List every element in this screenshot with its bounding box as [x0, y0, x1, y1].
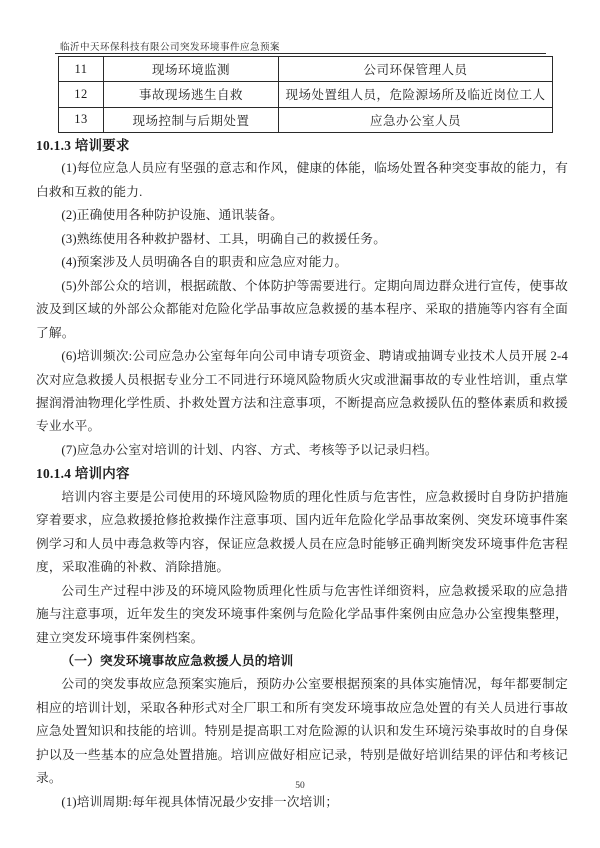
personnel-cell: 应急办公室人员	[279, 107, 553, 132]
requirement-item-4: (4)预案涉及人员明确各自的职责和应急应对能力。	[61, 255, 348, 270]
content-paragraph-2: 公司生产过程中涉及的环境风险物质理化性质与危害性详细资料，应急救援采取的应急措施与注意事项，近年发生的突发环境事件案例与危险化学品事件案例由应急办公室搜集整理，建立突发环境事件案例档案。	[36, 583, 568, 645]
row-number-cell: 12	[59, 82, 104, 107]
page-number: 50	[295, 781, 305, 791]
requirement-item-6: (6)培训频次:公司应急办公室每年向公司申请专项资金、聘请或抽调专业技术人员开展 2-4 次对应急救援人员根据专业分工不同进行环境风险物质火灾或泄漏事故的专业性培训，重点掌握润滑油物理化学性质、扑救处置方法和注意事项，不断提高应急救援队伍的整体素质和救援专业水平。	[36, 349, 568, 434]
section-heading-10-1-3: 10.1.3 培训要求	[36, 138, 130, 153]
personnel-cell: 公司环保管理人员	[279, 57, 553, 82]
requirement-item-3: (3)熟练使用各种救护器材、工具，明确自己的救援任务。	[61, 231, 387, 246]
table-row	[59, 57, 553, 82]
training-cycle-item: (1)培训周期:每年视具体情况最少安排一次培训；	[61, 794, 339, 809]
table-row	[59, 107, 553, 132]
content-paragraph-1: 培训内容主要是公司使用的环境风险物质的理化性质与危害性，应急救援时自身防护措施穿着要求，应急救援抢修抢救操作注意事项、国内近年危险化学品事故案例、突发环境事件案例学习和人员中毒急救等内容，保证应急救援人员在应急时能够正确判断突发环境事件危害程度，采取准确的补救、消除措施。	[36, 489, 568, 575]
sub-section-heading-1: （一）突发环境事故应急救援人员的培训	[61, 653, 294, 668]
row-number-cell: 13	[59, 107, 104, 132]
document-header-title: 临沂中天环保科技有限公司突发环境事件应急预案	[60, 43, 281, 53]
training-content-cell: 现场环境监测	[104, 57, 279, 82]
requirement-item-7: (7)应急办公室对培训的计划、内容、方式、考核等予以记录归档。	[61, 442, 438, 457]
training-content-cell: 事故现场逃生自救	[104, 82, 279, 107]
document-body	[36, 134, 568, 814]
personnel-cell: 现场处置组人员，危险源场所及临近岗位工人	[279, 82, 553, 107]
requirement-item-5: (5)外部公众的培训，根据疏散、个体防护等需要进行。定期向周边群众进行宣传，使事故波及到区域的外部公众都能对危险化学品事故应急救援的基本程序、采取的措施等内容有全面了解。	[36, 278, 568, 340]
table-row	[59, 82, 553, 107]
requirement-item-2: (2)正确使用各种防护设施、通讯装备。	[61, 208, 283, 223]
section-heading-10-1-4: 10.1.4 培训内容	[36, 466, 130, 482]
sub-section-paragraph-1: 公司的突发事故应急预案实施后，预防办公室要根据预案的具体实施情况，每年都要制定相应的培训计划，采取各种形式对全厂职工和所有突发环境事故应急处置的有关人员进行事故应急处置知识和技能的培训。特别是提高职工对危险源的认识和发生环境污染事故时的自身保护以及一些基本的应急处置措施。培训应做好相应记录，特别是做好培训结果的评估和考核记录。	[36, 677, 568, 786]
row-number-cell: 11	[59, 57, 104, 82]
header-divider	[55, 53, 546, 54]
training-assignment-table	[58, 56, 553, 133]
requirement-item-1: (1)每位应急人员应有坚强的意志和作风，健康的体能，临场处置各种突变事故的能力，有白救和互救的能力.	[36, 161, 568, 199]
training-content-cell: 现场控制与后期处置	[104, 107, 279, 132]
